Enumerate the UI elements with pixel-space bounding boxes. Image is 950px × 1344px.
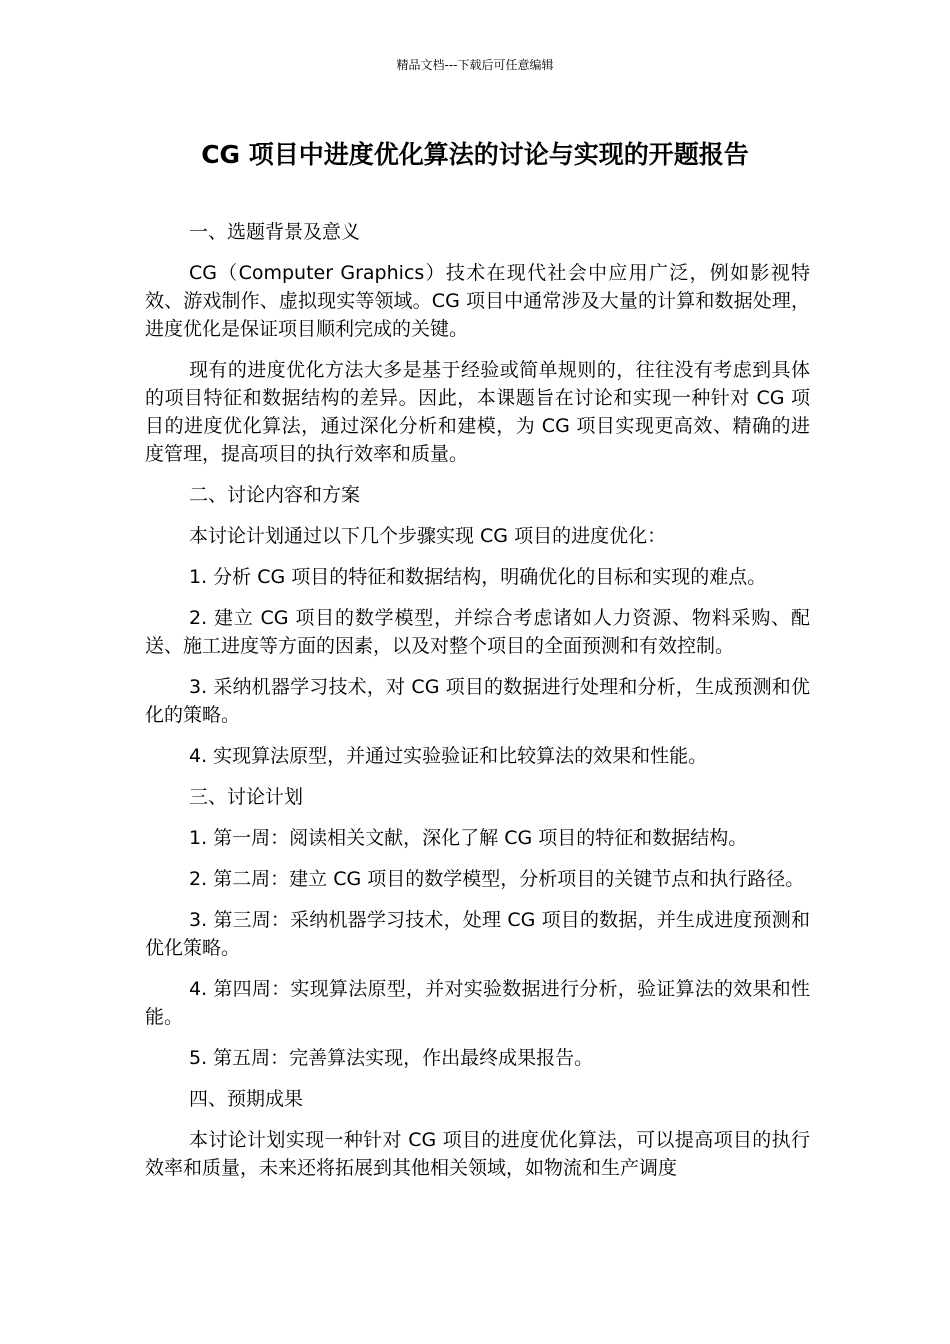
section-heading-plan: 三、讨论计划 bbox=[189, 786, 304, 808]
list-item: 2. 第二周：建立 CG 项目的数学模型，分析项目的关键节点和执行路径。 bbox=[189, 868, 805, 890]
list-item: 3. 第三周：采纳机器学习技术，处理 CG 项目的数据，并生成进度预测和优化策略。 bbox=[145, 909, 810, 959]
document-body bbox=[145, 218, 810, 1195]
section-heading-background: 一、选题背景及意义 bbox=[189, 221, 361, 243]
document-title: CG 项目中进度优化算法的讨论与实现的开题报告 bbox=[201, 140, 749, 169]
list-item: 4. 第四周：实现算法原型，并对实验数据进行分析，验证算法的效果和性能。 bbox=[145, 978, 810, 1028]
paragraph: CG（Computer Graphics）技术在现代社会中应用广泛，例如影视特效、游戏制作、虚拟现实等领域。CG 项目中通常涉及大量的计算和数据处理，进度优化是保证项目顺利完成的关键。 bbox=[145, 262, 810, 340]
list-item: 2. 建立 CG 项目的数学模型，并综合考虑诸如人力资源、物料采购、配送、施工进度等方面的因素，以及对整个项目的全面预测和有效控制。 bbox=[145, 607, 810, 657]
section-heading-results: 四、预期成果 bbox=[189, 1088, 304, 1110]
section-heading-content: 二、讨论内容和方案 bbox=[189, 484, 361, 506]
paragraph: 本讨论计划通过以下几个步骤实现 CG 项目的进度优化： bbox=[189, 525, 667, 547]
list-item: 1. 第一周：阅读相关文献，深化了解 CG 项目的特征和数据结构。 bbox=[189, 827, 748, 849]
paragraph: 本讨论计划实现一种针对 CG 项目的进度优化算法，可以提高项目的执行效率和质量，未来还将拓展到其他相关领域，如物流和生产调度 bbox=[145, 1129, 810, 1179]
paragraph: 现有的进度优化方法大多是基于经验或简单规则的，往往没有考虑到具体的项目特征和数据结构的差异。因此，本课题旨在讨论和实现一种针对 CG 项目的进度优化算法，通过深化分析和建模，为 CG 项目实现更高效、精确的进度管理，提高项目的执行效率和质量。 bbox=[145, 359, 810, 465]
page-header: 精品文档---下载后可任意编辑 bbox=[396, 58, 554, 72]
list-item: 3. 采纳机器学习技术，对 CG 项目的数据进行处理和分析，生成预测和优化的策略。 bbox=[145, 676, 810, 726]
list-item: 5. 第五周：完善算法实现，作出最终成果报告。 bbox=[189, 1047, 594, 1069]
list-item: 4. 实现算法原型，并通过实验验证和比较算法的效果和性能。 bbox=[189, 745, 708, 767]
list-item: 1. 分析 CG 项目的特征和数据结构，明确优化的目标和实现的难点。 bbox=[189, 566, 767, 588]
